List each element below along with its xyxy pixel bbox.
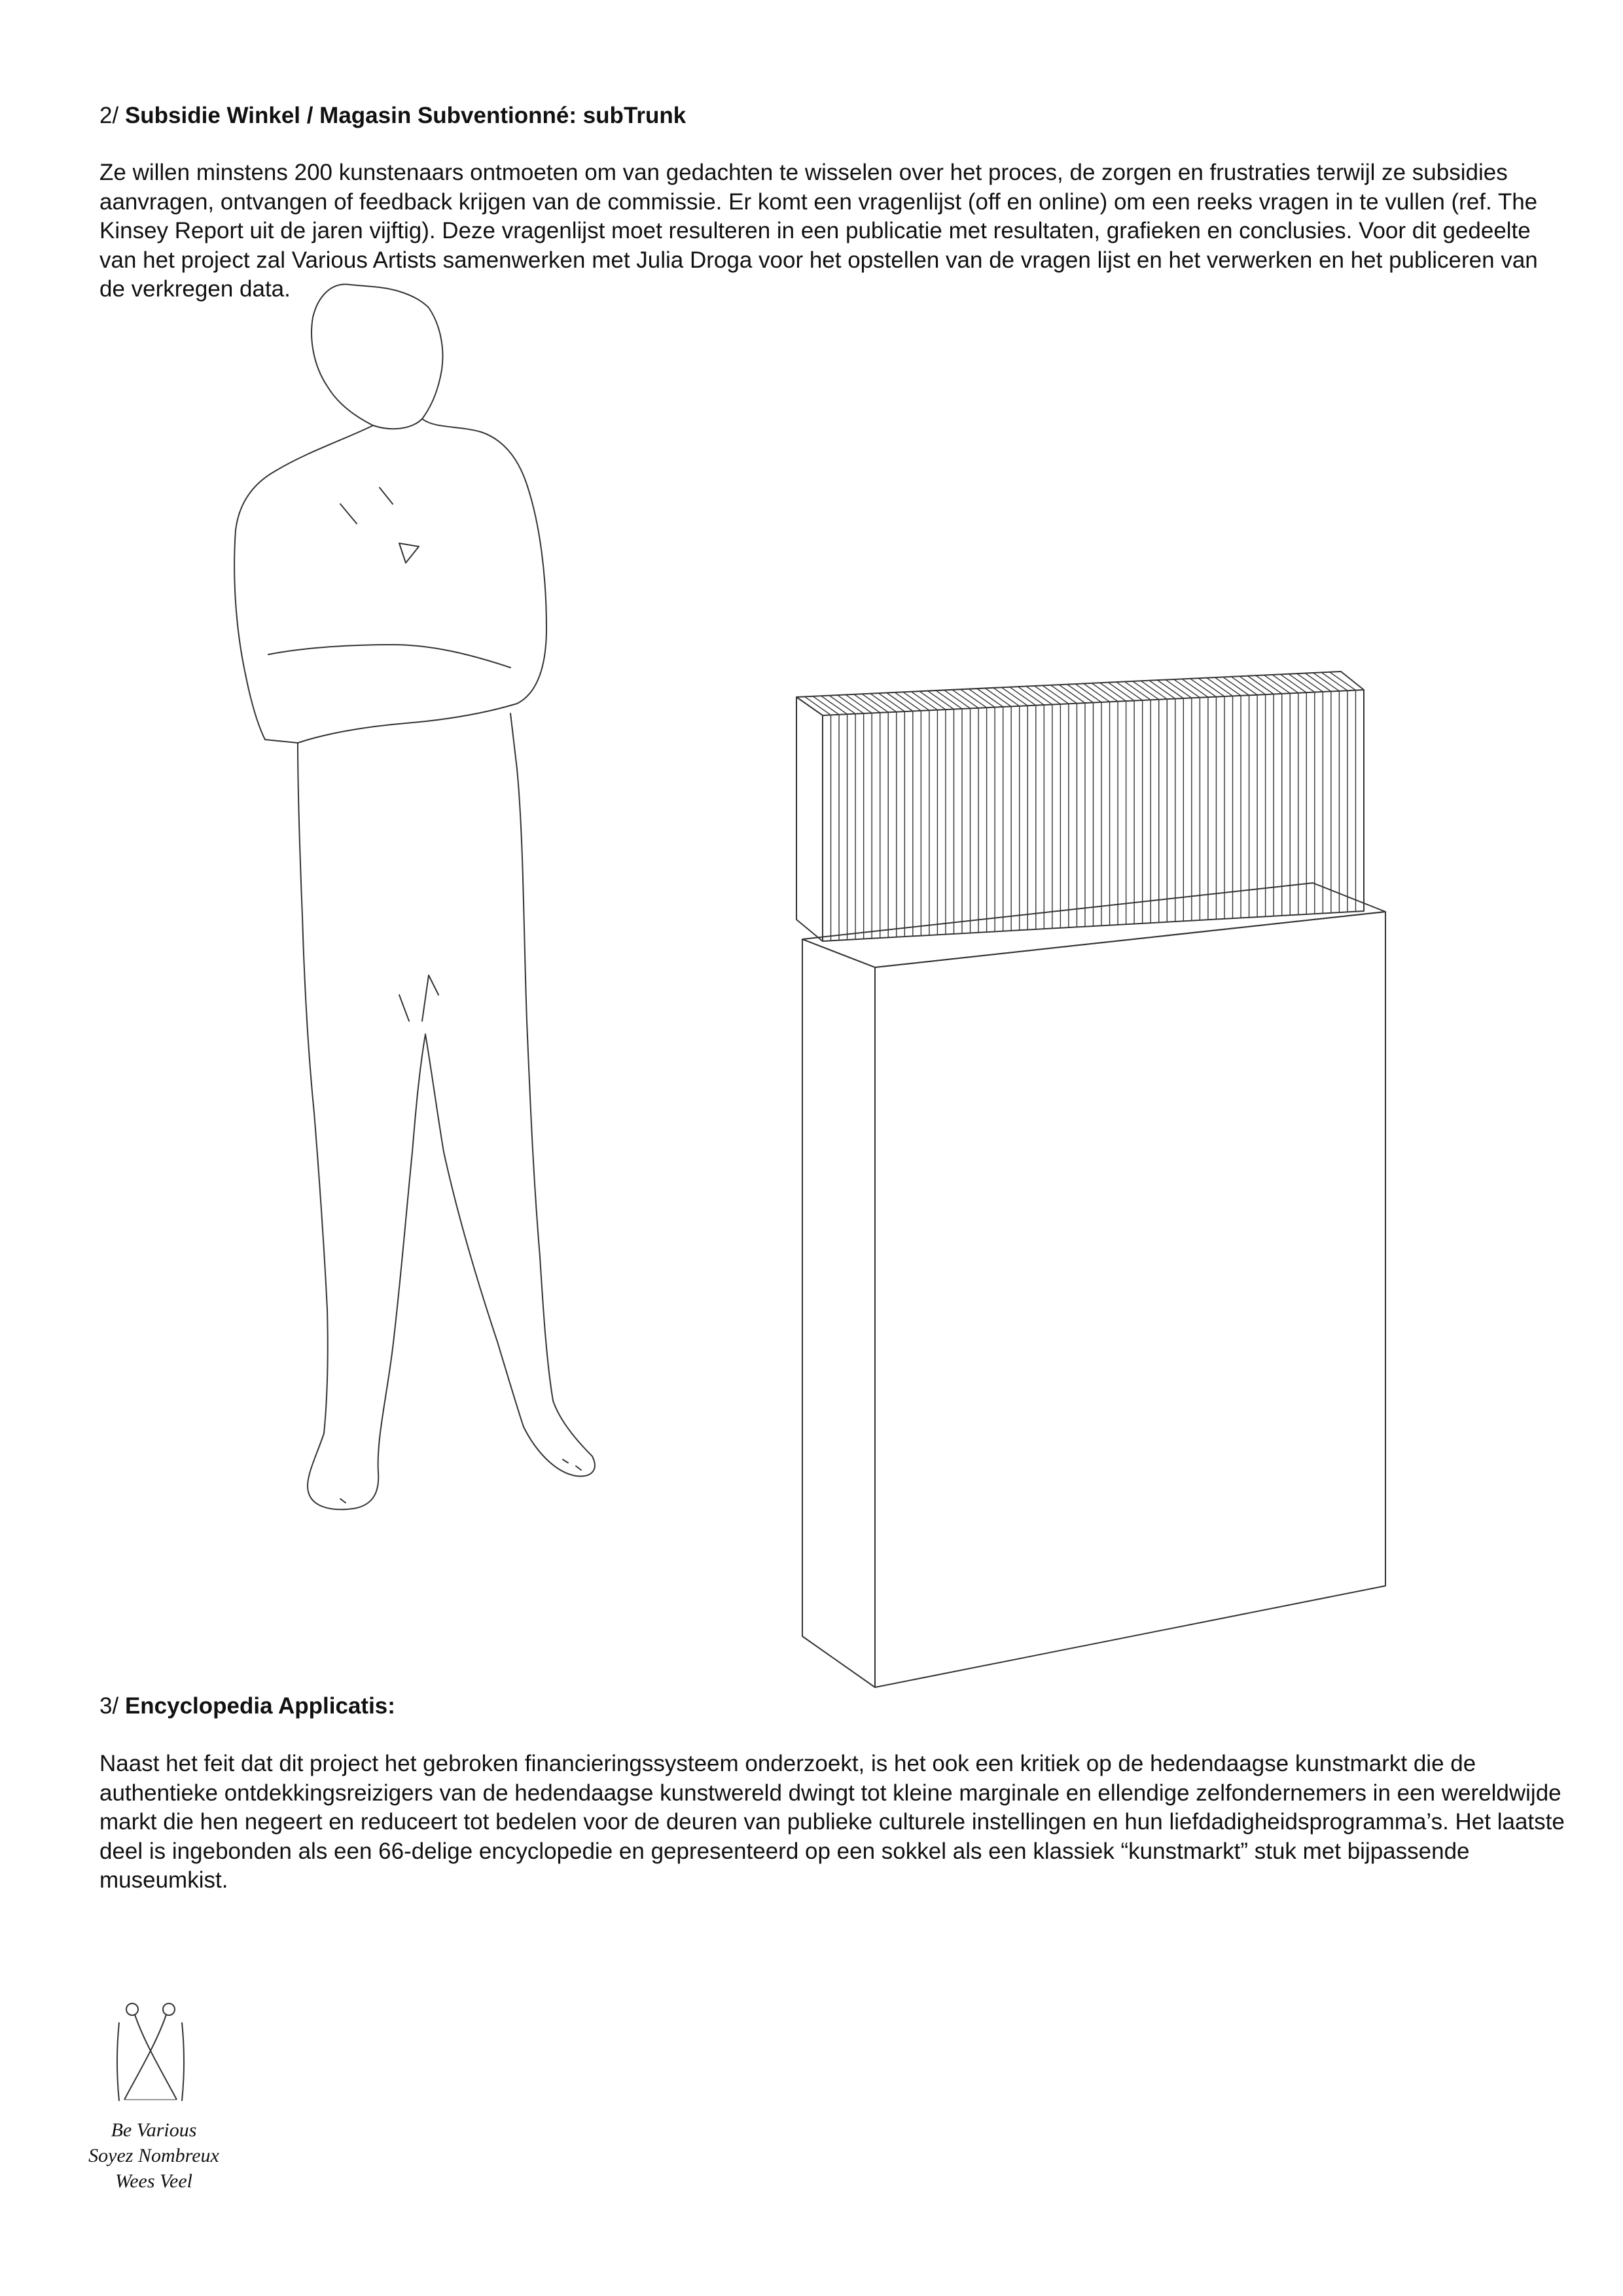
encyclopedia-volume-spine (1256, 675, 1282, 916)
encyclopedia-volume-spine (1240, 676, 1266, 916)
encyclopedia-volume-spine (1092, 683, 1118, 925)
encyclopedia-volume-spine (993, 688, 1020, 930)
encyclopedia-volume-spine (1124, 681, 1150, 923)
encyclopedia-volume-spine (895, 692, 921, 936)
encyclopedia-volume-spine (927, 691, 954, 934)
encyclopedia-volume-spine (1198, 678, 1224, 919)
encyclopedia-volume-spine (985, 688, 1011, 931)
person-head (312, 284, 442, 429)
encyclopedia-volumes (796, 672, 1364, 941)
motto-line-1: Be Various (111, 2119, 197, 2141)
encyclopedia-volume-spine (969, 689, 995, 932)
encyclopedia-volume-spine (1329, 672, 1355, 912)
section-2-title: Subsidie Winkel / Magasin Subventionné: subTrunk (124, 103, 687, 128)
encyclopedia-volume-spine (1231, 677, 1257, 917)
encyclopedia-volume-spine (919, 691, 946, 934)
encyclopedia-volume-spine (977, 689, 1003, 931)
encyclopedia-volume-spine (1043, 685, 1069, 927)
encyclopedia-volume-spine (1296, 673, 1323, 914)
person-leg-detail (340, 975, 581, 1503)
section-3-number: 3/ (99, 1693, 119, 1719)
crate-left-face (802, 939, 875, 1687)
encyclopedia-volume-spine (1157, 680, 1183, 921)
section-3-title: Encyclopedia Applicatis: (124, 1693, 395, 1719)
encyclopedia-volume-spine (1001, 687, 1027, 929)
encyclopedia-volume-spine (1190, 679, 1216, 920)
encyclopedia-volume-spine (1305, 673, 1331, 912)
encyclopedia-volume-spine (1289, 674, 1315, 914)
section-3-body: Naast het feit dat dit project het gebroken financieringssysteem onderzoekt, is het ook een kritiek op de hedendaagse kunstmarkt die de authentieke ontdekkingsreizigers van de hedendaagse kunstwereld dwingt tot kleine marginale en ellendige zelfondernemers in een wereldwijde markt die hen negeert en reduceert tot bedelen voor de deuren van publieke culturele instellingen en hun liefdadigheidsprogramma’s. Het laatste deel is ingebonden als een 66-delige encyclopedie en gepresenteerd op een sokkel als een klassiek “kunstmarkt” stuk met bijpassende museumkist. (99, 1751, 1565, 1893)
encyclopedia-volume-spine (1223, 677, 1249, 917)
encyclopedia-volume-spine (1207, 677, 1233, 918)
encyclopedia-volume-spine (952, 690, 978, 933)
encyclopedia-volume-spine (1141, 681, 1167, 922)
encyclopedia-volume-spine (1133, 681, 1159, 923)
encyclopedia-volume-spine (1173, 679, 1200, 920)
encyclopedia-volume-spine (1108, 683, 1134, 924)
encyclopedia-volume-spine (1026, 686, 1052, 928)
encyclopedia-volume-spine (846, 694, 872, 938)
motto-line-2: Soyez Nombreux (88, 2145, 219, 2166)
encyclopedia-volume-spine (862, 694, 888, 937)
encyclopedia-volume-spine (1264, 675, 1290, 915)
encyclopedia-volume-spine (961, 689, 987, 932)
encyclopedia-volume-spine (1100, 683, 1126, 924)
encyclopedia-volume-spine (944, 690, 971, 933)
encyclopedia-volume-spine (1215, 677, 1241, 918)
person-torso-and-arms (234, 419, 546, 743)
encyclopedia-volume-spine (1116, 682, 1143, 924)
encyclopedia-volume-spine (1313, 673, 1339, 912)
encyclopedia-volume-spine (1149, 681, 1175, 922)
encyclopedia-volume-spine (813, 696, 839, 941)
encyclopedia-volume-spine (911, 692, 937, 935)
encyclopedia-volume-spine (1247, 676, 1274, 916)
person-crossed-arm (268, 488, 510, 668)
person-figure-outline (234, 284, 595, 1509)
encyclopedia-volume-spine (903, 692, 929, 935)
encyclopedia-volume-spine (829, 696, 855, 940)
encyclopedia-volume-spine (887, 693, 913, 937)
person-legs (298, 713, 595, 1509)
encyclopedia-volume-spine (1321, 672, 1347, 912)
encyclopedia-volume-spine (1018, 687, 1044, 929)
encyclopedia-volume-spine (1272, 675, 1298, 915)
encyclopedia-volume-spine (1166, 679, 1192, 920)
encyclopedia-volume-spine (1010, 687, 1036, 929)
museum-crate (802, 883, 1385, 1687)
encyclopedia-volume-spine (1034, 686, 1060, 928)
motto-line-3: Wees Veel (115, 2170, 192, 2192)
encyclopedia-volume-spine (1182, 679, 1208, 920)
encyclopedia-volume-spine (878, 693, 904, 937)
encyclopedia-volume-spine (936, 691, 962, 933)
encyclopedia-volume-spine (1084, 683, 1110, 925)
encyclopedia-volume-spine (1050, 685, 1077, 927)
encyclopedia-volume-spine (1067, 685, 1094, 927)
encyclopedia-volume-spine (1059, 685, 1085, 927)
section-3-heading (99, 1692, 395, 1721)
crate-front-face (875, 912, 1385, 1687)
encyclopedia-volume-spine (821, 696, 847, 940)
encyclopedia-volume-spine (854, 694, 880, 938)
encyclopedia-volume-spine (838, 695, 864, 939)
scissors-monogram-icon (105, 1996, 196, 2108)
section-2-body: Ze willen minstens 200 kunstenaars ontmoeten om van gedachten te wisselen over het proces, de zorgen en frustraties terwijl ze subsidies aanvragen, ontvangen of feedback krijgen van de commissie. Er komt een vragenlijst (off en online) om een reeks vragen in te vullen (ref. The Kinsey Report uit de jaren vijftig). Deze vragenlijst moet resulteren in een publicatie met resultaten, grafieken en conclusies. Voor dit gedeelte van het project zal Various Artists samenwerken met Julia Droga voor het opstellen van de vragen lijst en het verwerken en het publiceren van de verkregen data. (99, 160, 1538, 302)
section-2-number: 2/ (99, 103, 119, 128)
encyclopedia-volume-spine (805, 696, 831, 941)
book-block-outline (796, 672, 1364, 941)
encyclopedia-volume-spine (1280, 674, 1306, 914)
encyclopedia-volume-spine (870, 694, 897, 937)
encyclopedia-volume-spine (1075, 684, 1101, 925)
